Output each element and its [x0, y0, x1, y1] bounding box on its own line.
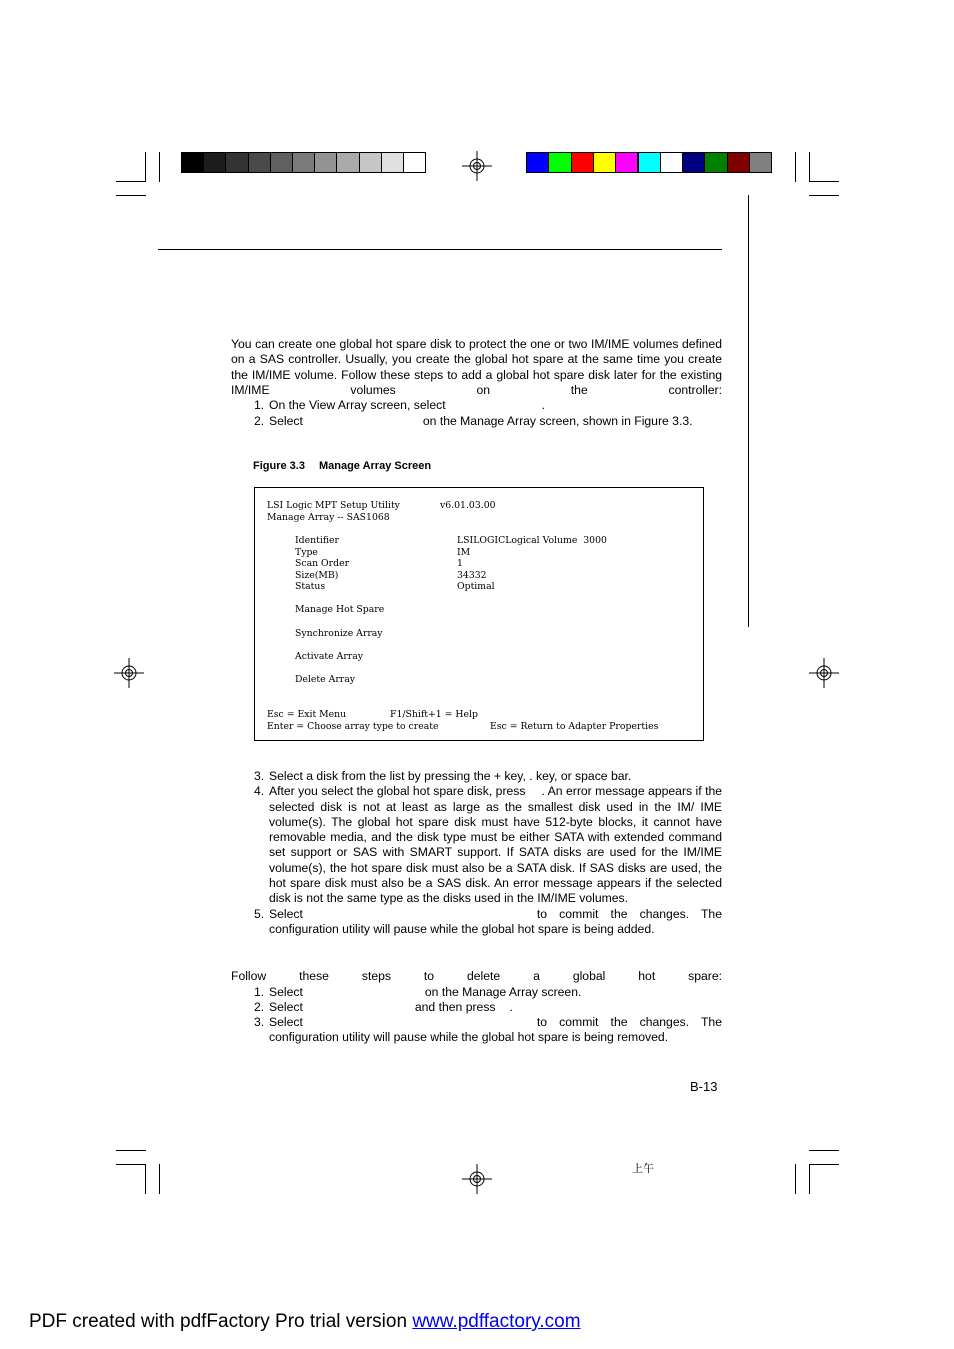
- calibration-swatch: [336, 152, 359, 173]
- add-step-4: 4. After you select the global hot spare disk, press . An error message appears if the selected disk is not at least as large as the smallest disk used in the IM/ IME volume(s). The global hot spare disk must have 512-byte blocks, it cannot have removable media, and the disk type must be either SATA with extended command set support or SAS with SMART support. If SATA disks are used for the IM/IME volume(s), the hot spare disk must also be a SATA disk. If SAS disks are used, the hot spare disk must also be a SAS disk. An error message appears if the selected disk is not the same type as the disks used in the IM/IME volumes.: [254, 784, 723, 906]
- field-label-type: Type: [295, 547, 318, 558]
- manage-array-screen: [254, 487, 704, 741]
- field-label-scan-order: Scan Order: [295, 558, 350, 569]
- calibration-swatch: [704, 152, 727, 173]
- crop-mark: [809, 1164, 810, 1194]
- crop-mark: [116, 1150, 146, 1151]
- calibration-swatch: [292, 152, 315, 173]
- registration-mark-icon: [462, 151, 492, 181]
- intro-paragraph: You can create one global hot spare disk to protect the one or two IM/IME volumes defined on a SAS controller. Usually, you create the global hot spare at the same time you create the IM/IME volume. Follow these steps to add a global hot spare disk later for the existing IM/IME volumes on the controller:: [231, 337, 722, 397]
- corner-mark: 上午: [632, 1162, 654, 1175]
- calibration-swatch: [548, 152, 571, 173]
- pdf-footer-text: PDF created with pdfFactory Pro trial version: [29, 1311, 408, 1332]
- field-value-type: IM: [457, 547, 471, 558]
- field-value-status: Optimal: [457, 581, 495, 592]
- calibration-swatch: [593, 152, 616, 173]
- menu-synchronize-array[interactable]: Synchronize Array: [295, 628, 383, 639]
- calibration-swatch: [381, 152, 404, 173]
- crop-mark: [116, 181, 146, 182]
- field-label-identifier: Identifier: [295, 535, 339, 546]
- utility-title: LSI Logic MPT Setup Utility: [267, 500, 400, 511]
- intro-step-1: 1. On the View Array screen, select .: [254, 398, 545, 413]
- calibration-swatch: [526, 152, 549, 173]
- crop-mark: [809, 181, 839, 182]
- calibration-swatch: [314, 152, 337, 173]
- delete-step-2: 2. Select and then press .: [254, 999, 513, 1014]
- crop-mark: [809, 1150, 839, 1151]
- calibration-swatch: [403, 152, 426, 173]
- header-rule: [158, 249, 722, 250]
- footer-enter: Enter = Choose array type to create: [267, 721, 439, 732]
- add-step-5: 5. Select to commit the changes. The configuration utility will pause while the global hot spare is being added.: [254, 906, 722, 936]
- calibration-swatch: [270, 152, 293, 173]
- crop-mark: [159, 1164, 160, 1194]
- menu-activate-array[interactable]: Activate Array: [295, 651, 364, 662]
- calibration-swatch: [248, 152, 271, 173]
- crop-mark: [795, 152, 796, 182]
- delete-section: [231, 969, 722, 1046]
- crop-mark: [809, 195, 839, 196]
- figure-title: Manage Array Screen: [318, 460, 432, 472]
- crop-mark: [145, 152, 146, 182]
- calibration-swatch: [615, 152, 638, 173]
- registration-mark-icon: [462, 1164, 492, 1194]
- calibration-swatch: [727, 152, 750, 173]
- add-steps-section: [231, 769, 722, 937]
- pdf-footer: [29, 1311, 581, 1333]
- intro-section: [231, 337, 722, 429]
- add-step-3: 3. Select a disk from the list by pressing the + key, . key, or space bar.: [254, 769, 632, 783]
- crop-mark: [116, 195, 146, 196]
- calibration-swatch: [638, 152, 661, 173]
- page-number: B-13: [690, 1079, 718, 1094]
- figure-number: Figure 3.3: [253, 460, 305, 472]
- calibration-swatch: [359, 152, 382, 173]
- footer-return: Esc = Return to Adapter Properties: [490, 721, 659, 732]
- figure-caption: [253, 460, 431, 472]
- side-rule: [748, 195, 749, 627]
- field-value-identifier: LSILOGICLogical Volume 3000: [457, 535, 607, 546]
- crop-mark: [809, 1164, 839, 1165]
- delete-step-1: 1. Select on the Manage Array screen.: [254, 984, 582, 999]
- calibration-swatch: [682, 152, 705, 173]
- crop-mark: [809, 152, 810, 182]
- crop-mark: [795, 1164, 796, 1194]
- delete-intro: Follow these steps to delete a global hot spare:: [231, 969, 722, 983]
- utility-version: v6.01.03.00: [440, 500, 496, 511]
- menu-delete-array[interactable]: Delete Array: [295, 674, 356, 685]
- field-value-scan-order: 1: [457, 558, 463, 569]
- registration-mark-icon: [114, 658, 144, 688]
- crop-mark: [145, 1164, 146, 1194]
- crop-mark: [116, 1164, 146, 1165]
- footer-esc-exit: Esc = Exit Menu: [267, 709, 347, 720]
- crop-mark: [159, 152, 160, 182]
- intro-step-2: 2. Select on the Manage Array screen, shown in Figure 3.3.: [254, 413, 693, 428]
- calibration-swatch: [225, 152, 248, 173]
- field-label-status: Status: [295, 581, 326, 592]
- delete-step-3: 3. Select to commit the changes. The configuration utility will pause while the global hot spare is being removed.: [254, 1015, 722, 1045]
- calibration-swatch: [203, 152, 226, 173]
- pdffactory-link[interactable]: www.pdffactory.com: [412, 1311, 581, 1332]
- calibration-swatch: [660, 152, 683, 173]
- field-value-size: 34332: [457, 570, 487, 581]
- calibration-swatch: [181, 152, 204, 173]
- screen-subtitle: Manage Array -- SAS1068: [267, 512, 390, 523]
- footer-help: F1/Shift+1 = Help: [390, 709, 478, 720]
- calibration-swatch: [571, 152, 594, 173]
- calibration-swatch: [749, 152, 772, 173]
- field-label-size: Size(MB): [295, 570, 339, 581]
- menu-manage-hot-spare[interactable]: Manage Hot Spare: [295, 604, 385, 615]
- registration-mark-icon: [809, 658, 839, 688]
